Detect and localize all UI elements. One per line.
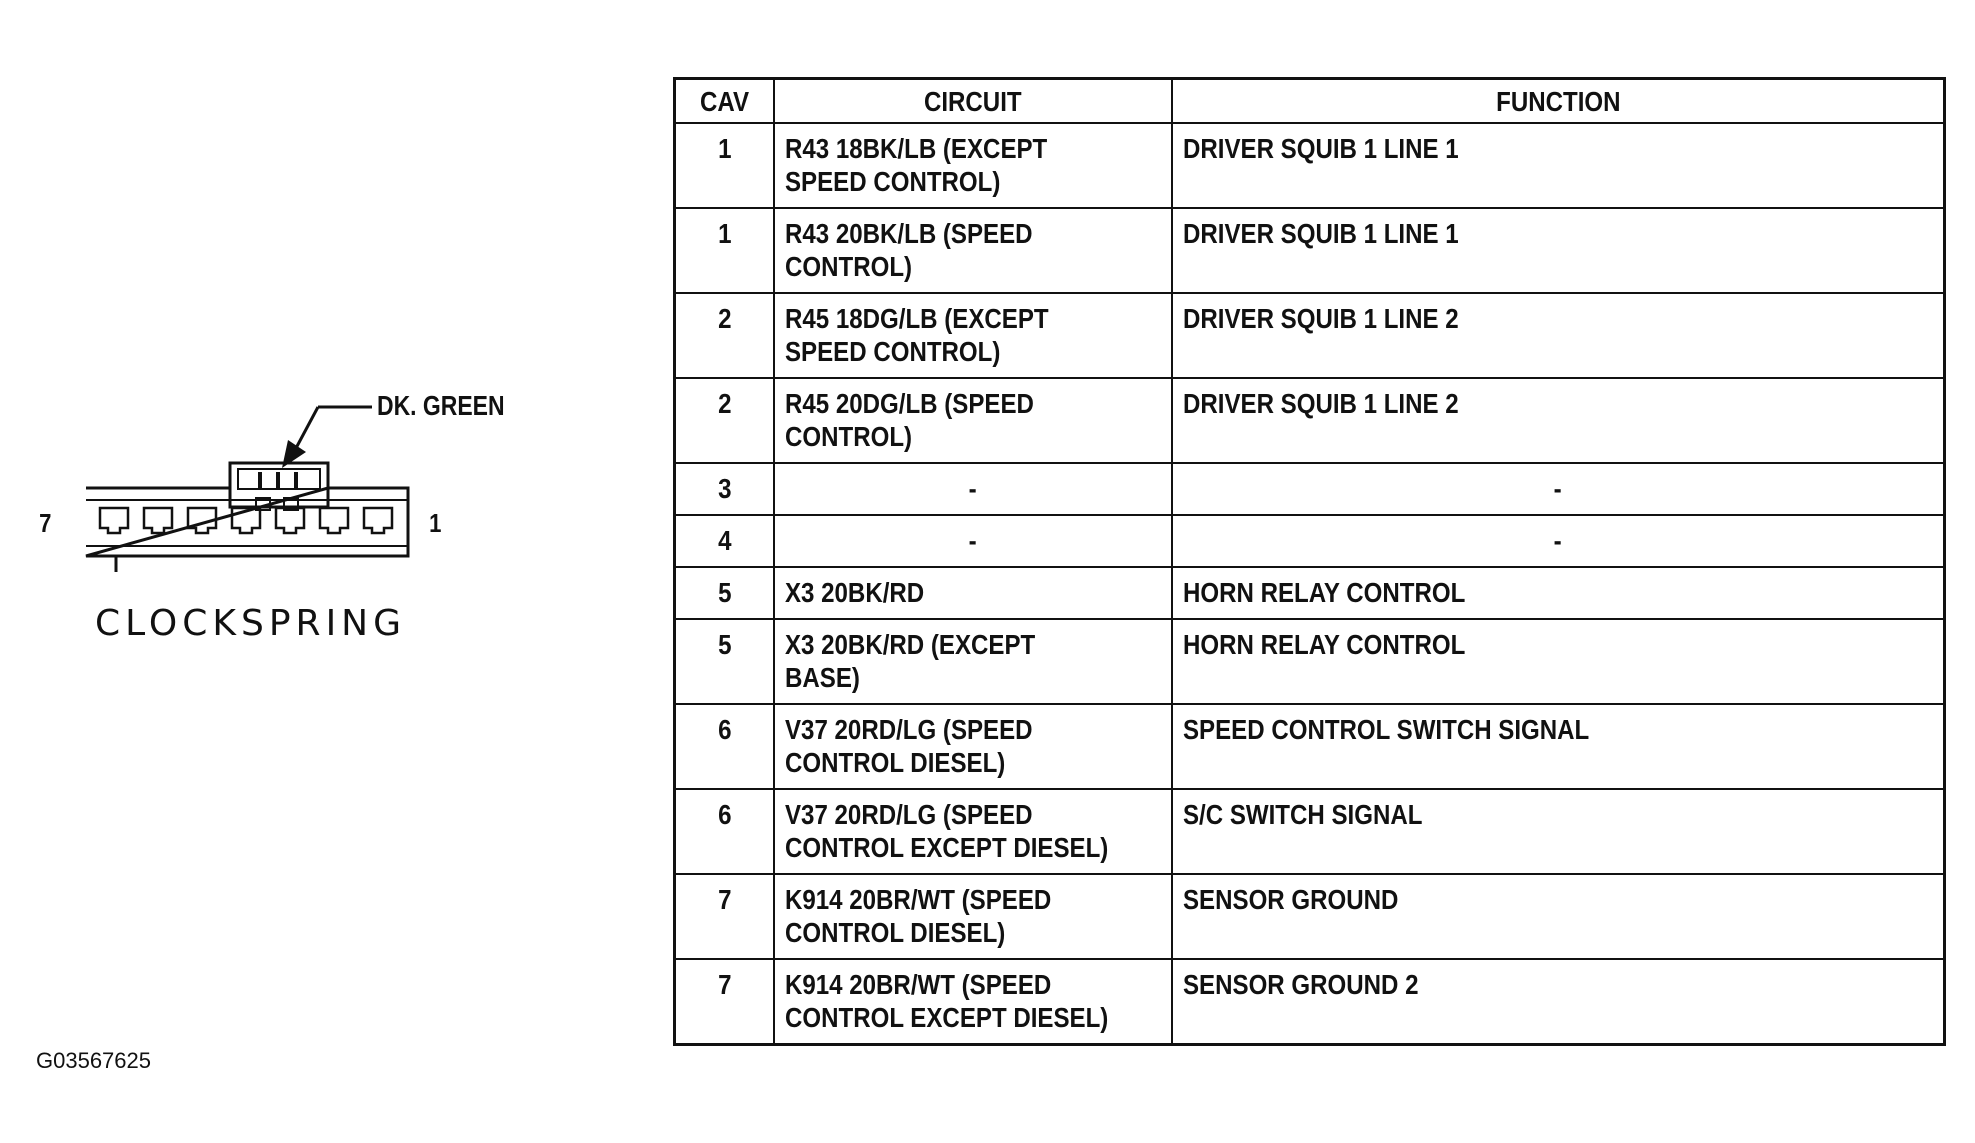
function-cell: DRIVER SQUIB 1 LINE 2 xyxy=(1172,293,1945,378)
function-cell: DRIVER SQUIB 1 LINE 1 xyxy=(1172,208,1945,293)
header-function: FUNCTION xyxy=(1172,79,1945,124)
cav-cell: 7 xyxy=(675,874,775,959)
table-row xyxy=(675,378,1945,463)
table-row xyxy=(675,789,1945,874)
cav-cell: 5 xyxy=(675,619,775,704)
table-row xyxy=(675,515,1945,567)
function-cell: - xyxy=(1172,515,1945,567)
circuit-cell: X3 20BK/RD xyxy=(774,567,1172,619)
callout-leader-diagonal xyxy=(295,407,318,450)
cav-cell: 4 xyxy=(675,515,775,567)
circuit-cell: X3 20BK/RD (EXCEPT BASE) xyxy=(774,619,1172,704)
circuit-cell: R43 20BK/LB (SPEED CONTROL) xyxy=(774,208,1172,293)
table-row xyxy=(675,208,1945,293)
function-cell: S/C SWITCH SIGNAL xyxy=(1172,789,1945,874)
clockspring-connector-diagram xyxy=(20,360,540,680)
function-cell: SENSOR GROUND xyxy=(1172,874,1945,959)
cav-cell: 2 xyxy=(675,293,775,378)
table-row xyxy=(675,619,1945,704)
table-row xyxy=(675,293,1945,378)
table-row xyxy=(675,704,1945,789)
circuit-cell: V37 20RD/LG (SPEED CONTROL EXCEPT DIESEL) xyxy=(774,789,1172,874)
cav-cell: 7 xyxy=(675,959,775,1045)
table-row xyxy=(675,123,1945,208)
cav-cell: 5 xyxy=(675,567,775,619)
wire-color-callout: DK. GREEN xyxy=(377,390,505,421)
function-cell: SENSOR GROUND 2 xyxy=(1172,959,1945,1045)
cav-cell: 3 xyxy=(675,463,775,515)
function-cell: - xyxy=(1172,463,1945,515)
header-cav: CAV xyxy=(675,79,775,124)
function-cell: SPEED CONTROL SWITCH SIGNAL xyxy=(1172,704,1945,789)
function-cell: DRIVER SQUIB 1 LINE 1 xyxy=(1172,123,1945,208)
circuit-cell: - xyxy=(774,515,1172,567)
table-row xyxy=(675,567,1945,619)
circuit-cell: K914 20BR/WT (SPEED CONTROL EXCEPT DIESEL) xyxy=(774,959,1172,1045)
function-cell: HORN RELAY CONTROL xyxy=(1172,619,1945,704)
header-circuit: CIRCUIT xyxy=(774,79,1172,124)
table-header-row xyxy=(675,79,1945,124)
table-row xyxy=(675,463,1945,515)
pin-number-right: 1 xyxy=(429,508,442,538)
function-cell: HORN RELAY CONTROL xyxy=(1172,567,1945,619)
figure-id: G03567625 xyxy=(36,1048,151,1073)
circuit-cell: R43 18BK/LB (EXCEPT SPEED CONTROL) xyxy=(774,123,1172,208)
cav-cell: 6 xyxy=(675,789,775,874)
circuit-cell: - xyxy=(774,463,1172,515)
pin-number-left: 7 xyxy=(39,508,52,538)
circuit-cell: V37 20RD/LG (SPEED CONTROL DIESEL) xyxy=(774,704,1172,789)
function-cell: DRIVER SQUIB 1 LINE 2 xyxy=(1172,378,1945,463)
circuit-cell: K914 20BR/WT (SPEED CONTROL DIESEL) xyxy=(774,874,1172,959)
circuit-cell: R45 20DG/LB (SPEED CONTROL) xyxy=(774,378,1172,463)
cav-cell: 2 xyxy=(675,378,775,463)
circuit-cell: R45 18DG/LB (EXCEPT SPEED CONTROL) xyxy=(774,293,1172,378)
cav-cell: 1 xyxy=(675,208,775,293)
cav-cell: 1 xyxy=(675,123,775,208)
connector-name: CLOCKSPRING xyxy=(95,603,407,644)
table-row xyxy=(675,959,1945,1045)
pinout-table xyxy=(673,77,1946,1046)
table-row xyxy=(675,874,1945,959)
cav-cell: 6 xyxy=(675,704,775,789)
